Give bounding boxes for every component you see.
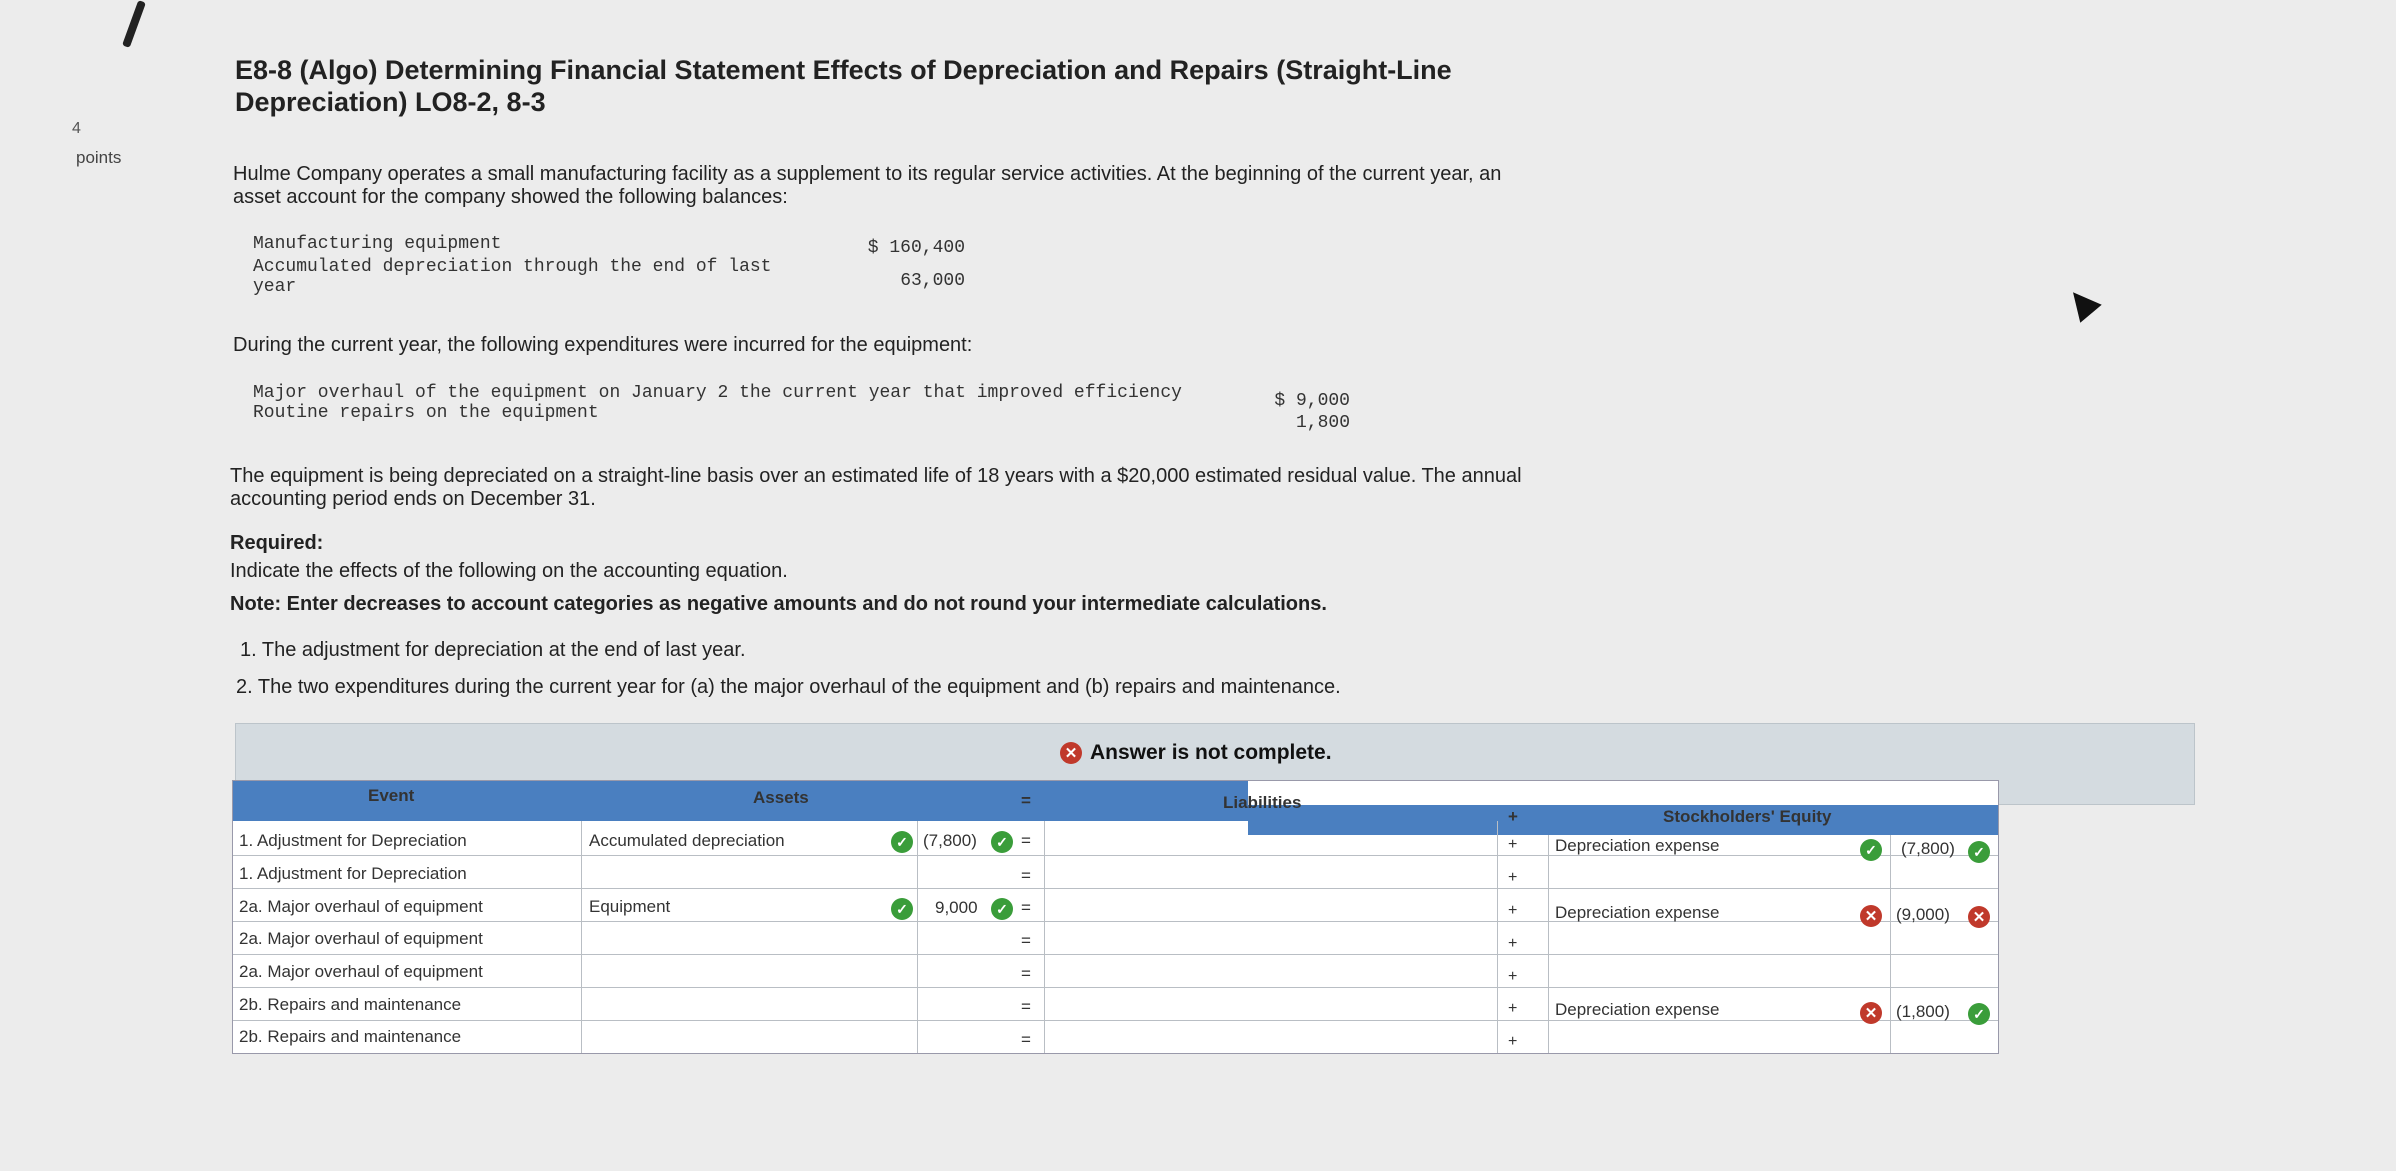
expenditure-label-1: Major overhaul of the equipment on January 2 the current year that improved efficiency: [253, 383, 1182, 403]
row3-equity-account[interactable]: Depreciation expense: [1555, 903, 1720, 922]
accounting-equation-table: [232, 780, 1999, 1054]
row6-equity-account[interactable]: Depreciation expense: [1555, 1000, 1720, 1019]
mouse-cursor-icon: [2062, 283, 2101, 322]
expenditures-intro: During the current year, the following expenditures were incurred for the equipment:: [233, 334, 973, 356]
row4-equals: =: [1021, 931, 1031, 950]
row3-equals: =: [1021, 898, 1031, 917]
balance-value-1: $ 160,400: [867, 238, 965, 258]
points-label: points: [76, 148, 122, 167]
row6-plus: +: [1508, 1000, 1518, 1017]
row6-event: 2b. Repairs and maintenance: [239, 995, 462, 1014]
task-2: 2. The two expenditures during the current year for (a) the major overhaul of the equipment and (b) repairs and maintenance.: [236, 676, 1341, 698]
row4-event: 2a. Major overhaul of equipment: [239, 929, 483, 948]
expenditure-label-2: Routine repairs on the equipment: [253, 403, 599, 423]
check-icon: ✓: [1968, 841, 1990, 863]
row1-asset-account[interactable]: Accumulated depreciation: [589, 831, 785, 850]
balance-label-2: Accumulated depreciation through the end of last year: [253, 257, 772, 297]
page-title: E8-8 (Algo) Determining Financial Statement Effects of Depreciation and Repairs (Straight-Line Depreciation) LO8-2, 8-3: [235, 55, 1452, 117]
required-text: Indicate the effects of the following on the accounting equation.: [230, 560, 788, 582]
row1-equity-value[interactable]: (7,800): [1901, 839, 1955, 858]
row6-equals: =: [1021, 997, 1031, 1016]
check-icon: ✓: [991, 898, 1013, 920]
row7-equals: =: [1021, 1030, 1031, 1049]
required-label: Required:: [230, 532, 324, 554]
check-icon: ✓: [1860, 839, 1882, 861]
table-header-right: [1248, 805, 1998, 835]
row7-plus: +: [1508, 1033, 1518, 1050]
header-equals: =: [1021, 791, 1031, 810]
header-event: Event: [368, 786, 415, 805]
check-icon: ✓: [991, 831, 1013, 853]
row1-plus: +: [1508, 836, 1518, 853]
check-icon: ✓: [1968, 1003, 1990, 1025]
status-banner: [1060, 741, 1332, 765]
balance-value-2: 63,000: [900, 271, 965, 291]
row6-equity-value[interactable]: (1,800): [1896, 1002, 1950, 1021]
status-text: Answer is not complete.: [1090, 741, 1332, 764]
task-1: 1. The adjustment for depreciation at the end of last year.: [240, 639, 746, 661]
row5-event: 2a. Major overhaul of equipment: [239, 962, 483, 981]
row3-asset-value[interactable]: 9,000: [935, 898, 978, 917]
row7-event: 2b. Repairs and maintenance: [239, 1027, 462, 1046]
depreciation-text: The equipment is being depreciated on a straight-line basis over an estimated life of 18 years with a $20,000 estimated residual value. The annual accounting period ends on December 31.: [230, 465, 1522, 510]
required-note: Note: Enter decreases to account categories as negative amounts and do not round your intermediate calculations.: [230, 593, 1327, 615]
row2-equals: =: [1021, 866, 1031, 885]
row2-event: 1. Adjustment for Depreciation: [239, 864, 467, 883]
error-icon: ✕: [1860, 1002, 1882, 1024]
row4-plus: +: [1508, 935, 1518, 952]
row3-equity-value[interactable]: (9,000): [1896, 905, 1950, 924]
check-icon: ✓: [891, 898, 913, 920]
row3-plus: +: [1508, 902, 1518, 919]
intro-text: Hulme Company operates a small manufacturing facility as a supplement to its regular service activities. At the beginning of the current year, an asset account for the company showed the following balances:: [233, 163, 1502, 208]
row3-event: 2a. Major overhaul of equipment: [239, 897, 483, 916]
pencil-icon: [122, 0, 146, 48]
error-icon: ✕: [1060, 742, 1082, 764]
row2-plus: +: [1508, 869, 1518, 886]
row5-equals: =: [1021, 964, 1031, 983]
check-icon: ✓: [891, 831, 913, 853]
row1-equity-account[interactable]: Depreciation expense: [1555, 836, 1720, 855]
row3-asset-account[interactable]: Equipment: [589, 897, 671, 916]
points-value: 4: [72, 120, 81, 137]
header-assets: Assets: [753, 788, 809, 807]
error-icon: ✕: [1968, 906, 1990, 928]
header-plus: +: [1508, 807, 1518, 826]
row5-plus: +: [1508, 968, 1518, 985]
error-icon: ✕: [1860, 905, 1882, 927]
expenditure-value-1: $ 9,000: [1274, 391, 1350, 411]
row1-asset-value[interactable]: (7,800): [923, 831, 977, 850]
balance-label-1: Manufacturing equipment: [253, 234, 502, 254]
header-equity: Stockholders' Equity: [1663, 807, 1832, 826]
expenditure-value-2: 1,800: [1295, 413, 1350, 433]
row1-event: 1. Adjustment for Depreciation: [239, 831, 467, 850]
header-liabilities: Liabilities: [1223, 793, 1302, 812]
row1-equals: =: [1021, 831, 1031, 850]
